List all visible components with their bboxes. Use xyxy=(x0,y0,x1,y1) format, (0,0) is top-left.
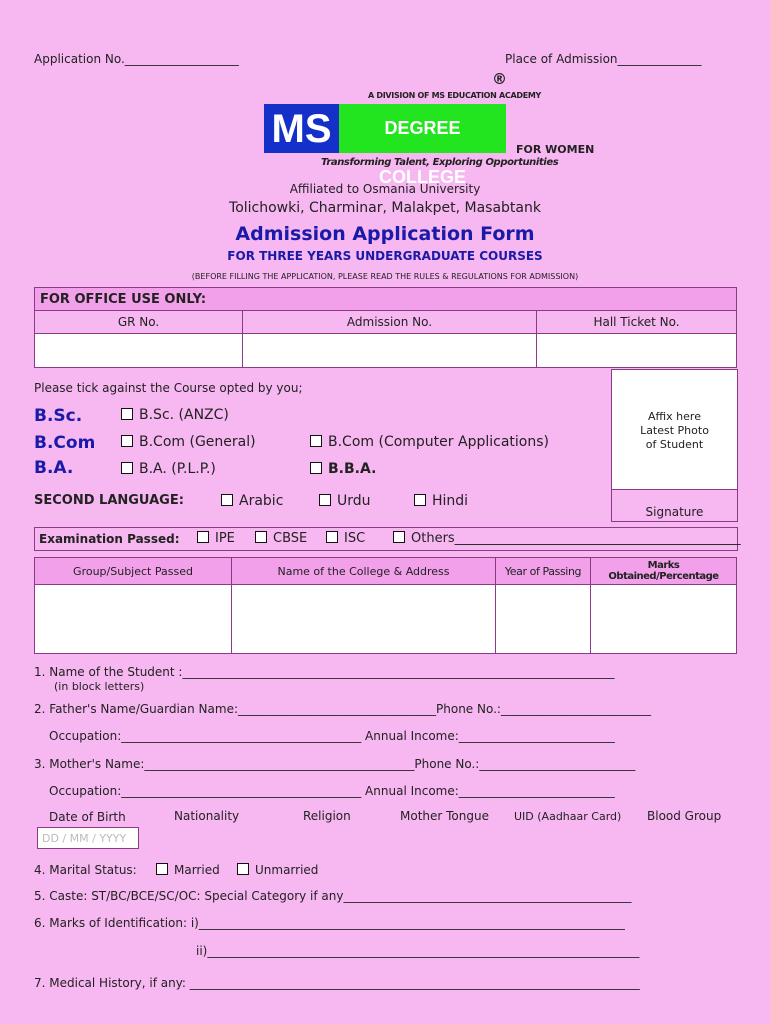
group-subject-field[interactable] xyxy=(35,585,232,654)
college-address-header: Name of the College & Address xyxy=(232,558,496,585)
second-language-label: SECOND LANGUAGE: xyxy=(34,493,184,508)
urdu-option[interactable] xyxy=(319,493,371,509)
arabic-checkbox[interactable] xyxy=(221,494,233,506)
cbse-option[interactable] xyxy=(255,531,307,546)
father-occupation-field[interactable]: Occupation:________________________________________ Annual Income:__________________________ xyxy=(49,729,615,743)
locations-text: Tolichowki, Charminar, Malakpet, Masabtank xyxy=(229,200,541,216)
form-title: Admission Application Form xyxy=(235,223,535,245)
others-option[interactable] xyxy=(393,531,741,546)
isc-label: ISC xyxy=(344,531,366,546)
bba-option[interactable] xyxy=(310,461,376,477)
uid-label: UID (Aadhaar Card) xyxy=(514,810,622,823)
bcom-heading: B.Com xyxy=(34,433,96,453)
for-women-label: FOR WOMEN xyxy=(516,143,595,156)
place-of-admission-label: Place of Admission______________ xyxy=(505,52,702,66)
ipe-label: IPE xyxy=(215,531,235,546)
office-use-table xyxy=(34,287,737,368)
married-option[interactable] xyxy=(156,863,220,877)
hall-ticket-no-field[interactable] xyxy=(537,334,737,368)
mother-occupation-field[interactable]: Occupation:________________________________________ Annual Income:__________________________ xyxy=(49,784,615,798)
bcom-ca-label: B.Com (Computer Applications) xyxy=(328,434,549,450)
marks-obtained-header: Marks Obtained/Percentage xyxy=(591,558,737,585)
bsc-anzc-checkbox[interactable] xyxy=(121,408,133,420)
application-no-label: Application No.___________________ xyxy=(34,52,239,66)
registered-mark: ® xyxy=(492,70,507,88)
ba-plp-checkbox[interactable] xyxy=(121,462,133,474)
bcom-general-option[interactable] xyxy=(121,434,256,450)
college-address-field[interactable] xyxy=(232,585,496,654)
degree-college-logo-block: DEGREE COLLEGE xyxy=(339,104,506,153)
hall-ticket-no-header: Hall Ticket No. xyxy=(537,311,737,334)
father-name-field[interactable]: 2. Father's Name/Guardian Name:_________________________________Phone No.:_________________________ xyxy=(34,702,651,716)
student-name-field[interactable]: 1. Name of the Student :________________________________________________________________________ xyxy=(34,665,615,679)
year-of-passing-header: Year of Passing xyxy=(496,558,591,585)
arabic-label: Arabic xyxy=(239,493,284,509)
mother-tongue-label: Mother Tongue xyxy=(400,809,489,823)
mother-name-field[interactable]: 3. Mother's Name:_____________________________________________Phone No.:__________________________ xyxy=(34,757,636,771)
medical-history-field[interactable]: 7. Medical History, if any: ___________________________________________________________________________ xyxy=(34,976,640,990)
bcom-general-checkbox[interactable] xyxy=(121,435,133,447)
ba-heading: B.A. xyxy=(34,458,74,478)
bcom-ca-checkbox[interactable] xyxy=(310,435,322,447)
ba-plp-option[interactable] xyxy=(121,461,216,477)
arabic-option[interactable] xyxy=(221,493,283,509)
unmarried-label: Unmarried xyxy=(255,863,319,877)
tagline: Transforming Talent, Exploring Opportunities xyxy=(321,157,559,168)
identification-marks-field-2[interactable]: ii)________________________________________________________________________ xyxy=(196,944,640,958)
course-instruction: Please tick against the Course opted by you; xyxy=(34,381,303,395)
blood-group-label: Blood Group xyxy=(647,809,722,823)
isc-option[interactable] xyxy=(326,531,365,546)
bsc-anzc-label: B.Sc. (ANZC) xyxy=(139,407,229,423)
bsc-anzc-option[interactable] xyxy=(121,407,229,423)
caste-field[interactable]: 5. Caste: ST/BC/BCE/SC/OC: Special Category if any________________________________________________ xyxy=(34,889,632,903)
signature-label: Signature xyxy=(645,505,704,519)
admission-no-field[interactable] xyxy=(243,334,537,368)
exam-details-table xyxy=(34,557,737,654)
bba-label: B.B.A. xyxy=(328,461,377,477)
religion-label: Religion xyxy=(303,809,351,823)
group-subject-header: Group/Subject Passed xyxy=(35,558,232,585)
others-label: Others____________________________________________ xyxy=(411,531,741,546)
rules-note: (BEFORE FILLING THE APPLICATION, PLEASE READ THE RULES & REGULATIONS FOR ADMISSION) xyxy=(191,272,579,281)
ipe-option[interactable] xyxy=(197,531,235,546)
photo-line-1: Affix here xyxy=(648,410,701,423)
gr-no-header: GR No. xyxy=(35,311,243,334)
urdu-checkbox[interactable] xyxy=(319,494,331,506)
bsc-heading: B.Sc. xyxy=(34,406,83,426)
urdu-label: Urdu xyxy=(337,493,371,509)
bcom-ca-option[interactable] xyxy=(310,434,549,450)
hindi-checkbox[interactable] xyxy=(414,494,426,506)
photo-line-3: of Student xyxy=(645,438,704,451)
marks-obtained-field[interactable] xyxy=(591,585,737,654)
unmarried-option[interactable] xyxy=(237,863,318,877)
signature-box[interactable] xyxy=(611,489,738,522)
ms-logo-block: MS xyxy=(264,104,339,153)
gr-no-field[interactable] xyxy=(35,334,243,368)
admission-no-header: Admission No. xyxy=(243,311,537,334)
form-subtitle: FOR THREE YEARS UNDERGRADUATE COURSES xyxy=(227,249,543,263)
office-use-title: FOR OFFICE USE ONLY: xyxy=(35,288,737,311)
others-checkbox[interactable] xyxy=(393,531,405,543)
married-label: Married xyxy=(174,863,220,877)
photo-box[interactable] xyxy=(611,369,738,490)
hindi-label: Hindi xyxy=(432,493,469,509)
cbse-label: CBSE xyxy=(273,531,308,546)
affiliation-text: Affiliated to Osmania University xyxy=(289,182,481,196)
exam-passed-row xyxy=(34,527,741,551)
nationality-label: Nationality xyxy=(174,809,240,823)
dob-input[interactable]: DD / MM / YYYY xyxy=(37,827,139,849)
hindi-option[interactable] xyxy=(414,493,468,509)
ipe-checkbox[interactable] xyxy=(197,531,209,543)
block-letters-note: (in block letters) xyxy=(54,680,145,693)
cbse-checkbox[interactable] xyxy=(255,531,267,543)
division-text: A DIVISION OF MS EDUCATION ACADEMY xyxy=(368,91,542,100)
exam-passed-label: Examination Passed: xyxy=(39,532,180,546)
married-checkbox[interactable] xyxy=(156,863,168,875)
year-of-passing-field[interactable] xyxy=(496,585,591,654)
dob-label: Date of Birth xyxy=(49,810,126,824)
photo-line-2: Latest Photo xyxy=(640,424,709,437)
unmarried-checkbox[interactable] xyxy=(237,863,249,875)
marital-status-label: 4. Marital Status: xyxy=(34,863,137,877)
ba-plp-label: B.A. (P.L.P.) xyxy=(139,461,216,477)
bcom-general-label: B.Com (General) xyxy=(139,434,256,450)
isc-checkbox[interactable] xyxy=(326,531,338,543)
bba-checkbox[interactable] xyxy=(310,462,322,474)
identification-marks-field-1[interactable]: 6. Marks of Identification: i)_______________________________________________________________________ xyxy=(34,916,625,930)
